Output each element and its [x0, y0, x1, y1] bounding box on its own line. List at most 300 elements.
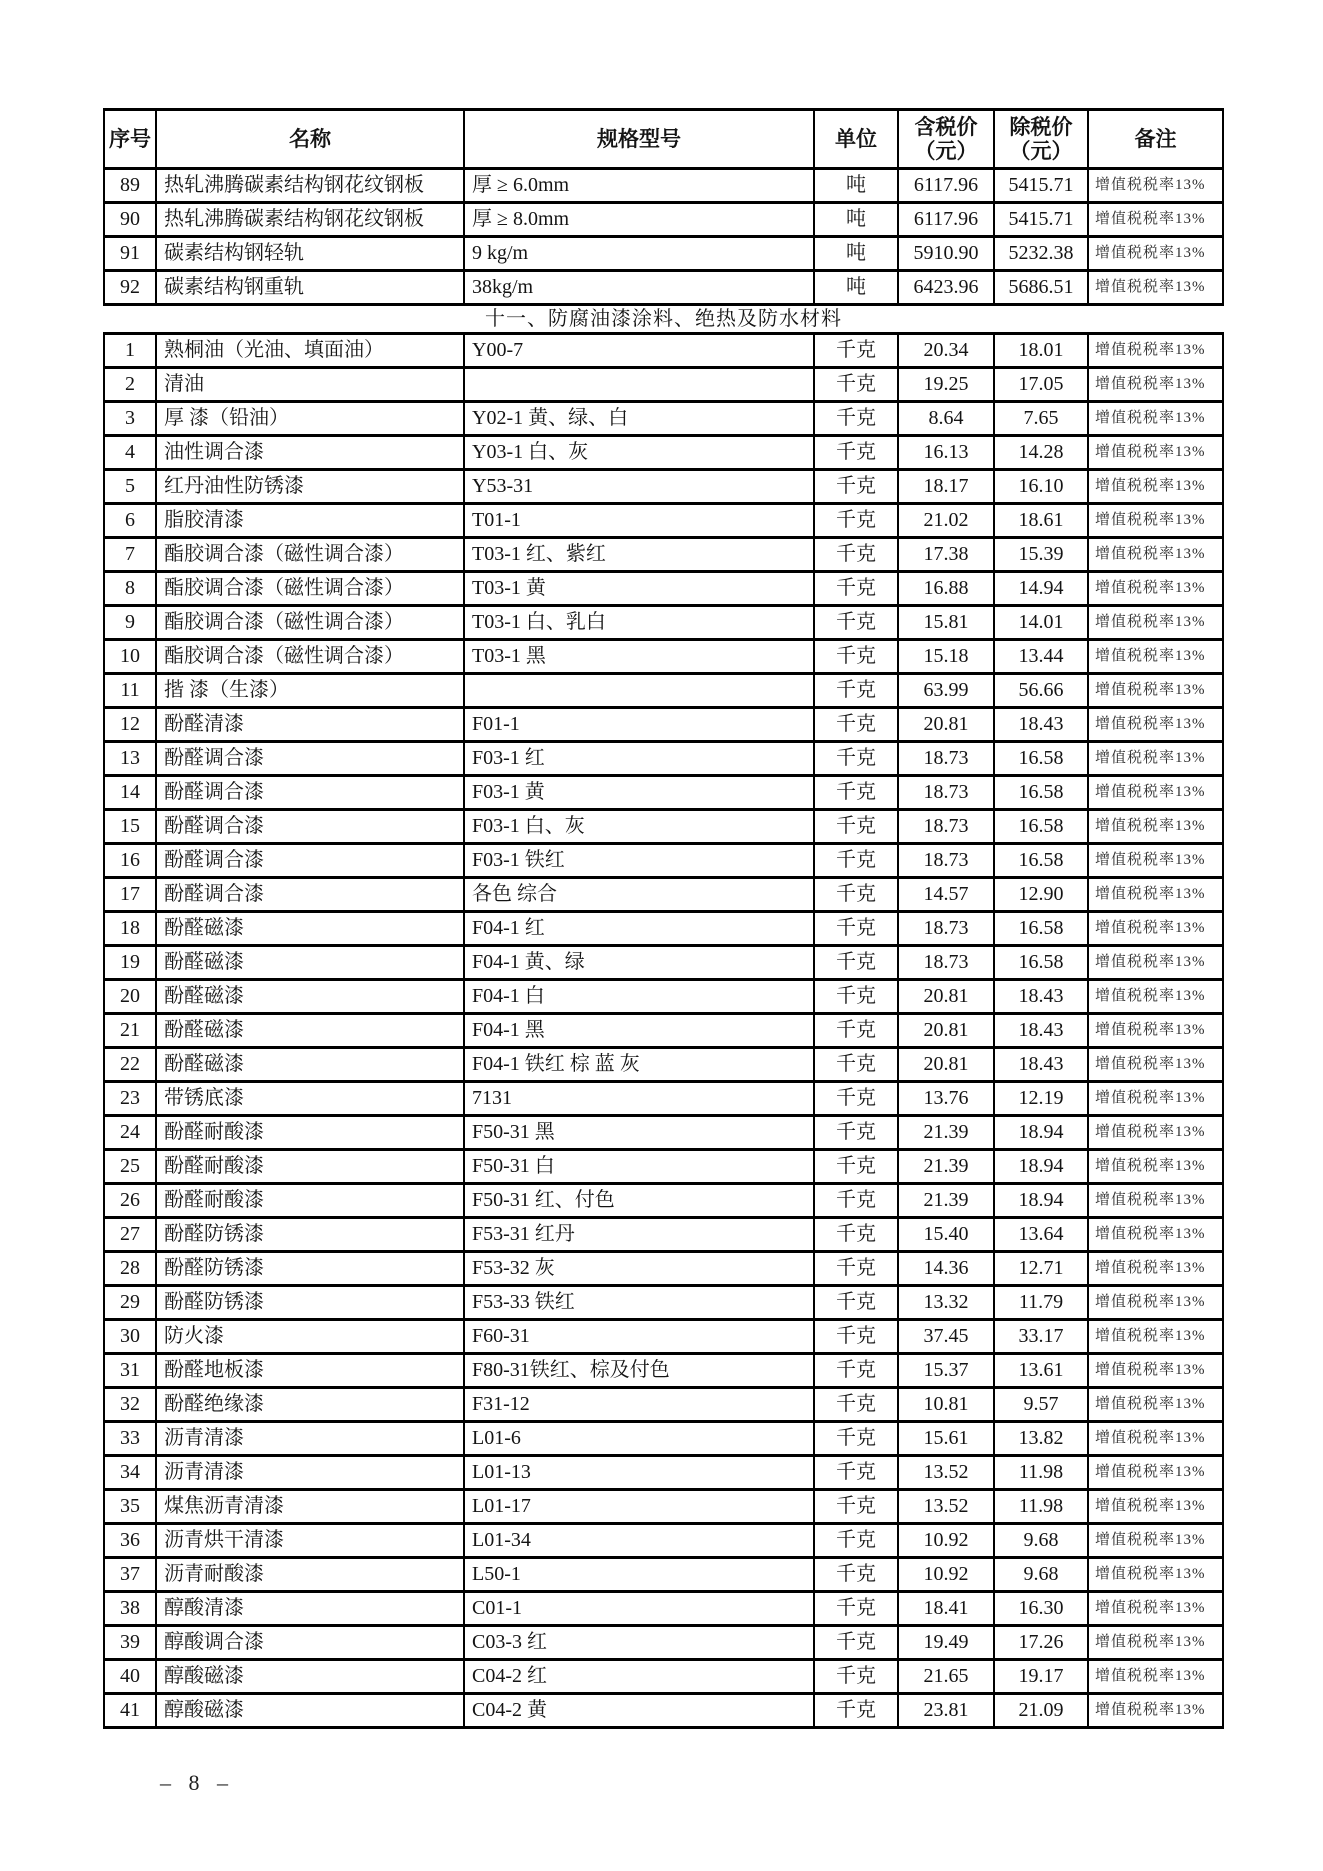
- row-index: 19: [104, 946, 156, 980]
- row-index: 40: [104, 1660, 156, 1694]
- item-remark: 增值税税率13%: [1088, 271, 1223, 305]
- item-name: 酚醛调合漆: [156, 844, 464, 878]
- item-price-excl-tax: 16.10: [994, 470, 1088, 504]
- section-title-band: [104, 305, 1223, 334]
- item-unit: 千克: [814, 1490, 898, 1524]
- item-price-incl-tax: 18.73: [898, 776, 994, 810]
- item-name: 酚醛防锈漆: [156, 1286, 464, 1320]
- row-index: 91: [104, 237, 156, 271]
- item-spec: L50-1: [464, 1558, 814, 1592]
- item-price-excl-tax: 16.58: [994, 742, 1088, 776]
- item-price-incl-tax: 23.81: [898, 1694, 994, 1728]
- item-name: 酚醛磁漆: [156, 1014, 464, 1048]
- row-index: 27: [104, 1218, 156, 1252]
- section-title-row: [104, 305, 1223, 334]
- item-price-incl-tax: 20.81: [898, 980, 994, 1014]
- item-unit: 千克: [814, 334, 898, 368]
- item-spec: F80-31铁红、棕及付色: [464, 1354, 814, 1388]
- item-price-incl-tax: 13.76: [898, 1082, 994, 1116]
- item-price-excl-tax: 11.98: [994, 1490, 1088, 1524]
- row-index: 33: [104, 1422, 156, 1456]
- row-index: 14: [104, 776, 156, 810]
- item-name: 酚醛调合漆: [156, 742, 464, 776]
- item-price-incl-tax: 16.13: [898, 436, 994, 470]
- item-spec: C04-2 黄: [464, 1694, 814, 1728]
- item-price-incl-tax: 17.38: [898, 538, 994, 572]
- item-spec: T03-1 黑: [464, 640, 814, 674]
- row-index: 25: [104, 1150, 156, 1184]
- row-index: 24: [104, 1116, 156, 1150]
- item-unit: 千克: [814, 1456, 898, 1490]
- item-unit: 千克: [814, 674, 898, 708]
- item-price-excl-tax: 18.43: [994, 1014, 1088, 1048]
- table-row: [104, 203, 1223, 237]
- item-price-excl-tax: 9.68: [994, 1558, 1088, 1592]
- item-price-excl-tax: 33.17: [994, 1320, 1088, 1354]
- item-price-incl-tax: 15.61: [898, 1422, 994, 1456]
- item-remark: 增值税税率13%: [1088, 1252, 1223, 1286]
- item-remark: 增值税税率13%: [1088, 912, 1223, 946]
- item-price-excl-tax: 11.79: [994, 1286, 1088, 1320]
- item-price-incl-tax: 19.25: [898, 368, 994, 402]
- item-price-incl-tax: 14.57: [898, 878, 994, 912]
- item-name: 碳素结构钢轻轨: [156, 237, 464, 271]
- row-index: 30: [104, 1320, 156, 1354]
- item-name: 酚醛磁漆: [156, 980, 464, 1014]
- rows-steel-section: [104, 169, 1223, 305]
- item-name: 酯胶调合漆（磁性调合漆）: [156, 606, 464, 640]
- item-spec: [464, 674, 814, 708]
- item-price-incl-tax: 15.37: [898, 1354, 994, 1388]
- row-index: 18: [104, 912, 156, 946]
- item-unit: 千克: [814, 912, 898, 946]
- item-unit: 吨: [814, 237, 898, 271]
- item-price-excl-tax: 21.09: [994, 1694, 1088, 1728]
- item-price-incl-tax: 18.73: [898, 946, 994, 980]
- item-price-excl-tax: 14.28: [994, 436, 1088, 470]
- item-price-incl-tax: 10.92: [898, 1524, 994, 1558]
- item-remark: 增值税税率13%: [1088, 436, 1223, 470]
- item-spec: 9 kg/m: [464, 237, 814, 271]
- item-spec: L01-6: [464, 1422, 814, 1456]
- item-price-incl-tax: 15.40: [898, 1218, 994, 1252]
- item-remark: 增值税税率13%: [1088, 810, 1223, 844]
- item-name: 酚醛地板漆: [156, 1354, 464, 1388]
- item-remark: 增值税税率13%: [1088, 1422, 1223, 1456]
- item-price-incl-tax: 63.99: [898, 674, 994, 708]
- item-remark: 增值税税率13%: [1088, 572, 1223, 606]
- item-price-excl-tax: 18.94: [994, 1116, 1088, 1150]
- row-index: 2: [104, 368, 156, 402]
- item-remark: 增值税税率13%: [1088, 470, 1223, 504]
- item-unit: 千克: [814, 1354, 898, 1388]
- table-row: [104, 946, 1223, 980]
- item-price-incl-tax: 21.39: [898, 1184, 994, 1218]
- item-spec: F03-1 黄: [464, 776, 814, 810]
- item-price-incl-tax: 21.39: [898, 1116, 994, 1150]
- item-name: 酚醛防锈漆: [156, 1252, 464, 1286]
- item-remark: 增值税税率13%: [1088, 402, 1223, 436]
- table-row: [104, 572, 1223, 606]
- item-remark: 增值税税率13%: [1088, 1082, 1223, 1116]
- item-remark: 增值税税率13%: [1088, 1626, 1223, 1660]
- table-row: [104, 1082, 1223, 1116]
- item-name: 煤焦沥青清漆: [156, 1490, 464, 1524]
- header-price-incl-tax: [898, 110, 994, 169]
- item-unit: 千克: [814, 708, 898, 742]
- item-remark: 增值税税率13%: [1088, 504, 1223, 538]
- item-name: 酚醛调合漆: [156, 810, 464, 844]
- item-price-incl-tax: 6423.96: [898, 271, 994, 305]
- item-name: 碳素结构钢重轨: [156, 271, 464, 305]
- table-row: [104, 1388, 1223, 1422]
- row-index: 92: [104, 271, 156, 305]
- item-spec: F53-32 灰: [464, 1252, 814, 1286]
- item-price-excl-tax: 16.30: [994, 1592, 1088, 1626]
- item-price-excl-tax: 9.57: [994, 1388, 1088, 1422]
- item-unit: 千克: [814, 980, 898, 1014]
- header-name: 名称: [156, 110, 464, 169]
- item-price-excl-tax: 13.61: [994, 1354, 1088, 1388]
- item-remark: 增值税税率13%: [1088, 742, 1223, 776]
- item-name: 酚醛调合漆: [156, 878, 464, 912]
- row-index: 35: [104, 1490, 156, 1524]
- item-spec: L01-13: [464, 1456, 814, 1490]
- item-spec: C04-2 红: [464, 1660, 814, 1694]
- item-price-incl-tax: 18.73: [898, 810, 994, 844]
- item-spec: F03-1 铁红: [464, 844, 814, 878]
- table-row: [104, 1184, 1223, 1218]
- table-row: [104, 334, 1223, 368]
- row-index: 26: [104, 1184, 156, 1218]
- item-price-incl-tax: 20.81: [898, 1048, 994, 1082]
- item-remark: 增值税税率13%: [1088, 169, 1223, 203]
- item-price-incl-tax: 15.81: [898, 606, 994, 640]
- item-price-excl-tax: 12.90: [994, 878, 1088, 912]
- table-row: [104, 1354, 1223, 1388]
- rows-paint-section: [104, 334, 1223, 1728]
- item-remark: 增值税税率13%: [1088, 708, 1223, 742]
- item-unit: 千克: [814, 436, 898, 470]
- item-price-incl-tax: 18.17: [898, 470, 994, 504]
- row-index: 23: [104, 1082, 156, 1116]
- row-index: 3: [104, 402, 156, 436]
- item-unit: 千克: [814, 1014, 898, 1048]
- table-row: [104, 1252, 1223, 1286]
- item-price-incl-tax: 18.73: [898, 742, 994, 776]
- item-unit: 千克: [814, 1558, 898, 1592]
- item-name: 熟桐油（光油、填面油）: [156, 334, 464, 368]
- item-price-incl-tax: 10.81: [898, 1388, 994, 1422]
- item-unit: 千克: [814, 368, 898, 402]
- item-price-excl-tax: 13.44: [994, 640, 1088, 674]
- item-spec: T03-1 黄: [464, 572, 814, 606]
- table-row: [104, 742, 1223, 776]
- row-index: 38: [104, 1592, 156, 1626]
- item-price-incl-tax: 5910.90: [898, 237, 994, 271]
- item-spec: F53-33 铁红: [464, 1286, 814, 1320]
- item-name: 酯胶调合漆（磁性调合漆）: [156, 538, 464, 572]
- item-price-incl-tax: 20.81: [898, 708, 994, 742]
- item-remark: 增值税税率13%: [1088, 878, 1223, 912]
- item-name: 酚醛耐酸漆: [156, 1116, 464, 1150]
- item-remark: 增值税税率13%: [1088, 1354, 1223, 1388]
- item-remark: 增值税税率13%: [1088, 237, 1223, 271]
- item-remark: 增值税税率13%: [1088, 1116, 1223, 1150]
- item-spec: F50-31 白: [464, 1150, 814, 1184]
- row-index: 7: [104, 538, 156, 572]
- item-price-incl-tax: 13.52: [898, 1456, 994, 1490]
- item-remark: 增值税税率13%: [1088, 1286, 1223, 1320]
- item-unit: 千克: [814, 946, 898, 980]
- item-remark: 增值税税率13%: [1088, 1490, 1223, 1524]
- item-price-excl-tax: 17.05: [994, 368, 1088, 402]
- row-index: 34: [104, 1456, 156, 1490]
- item-price-excl-tax: 16.58: [994, 776, 1088, 810]
- item-price-excl-tax: 18.94: [994, 1150, 1088, 1184]
- item-unit: 千克: [814, 470, 898, 504]
- table-row: [104, 470, 1223, 504]
- item-name: 厚 漆（铅油）: [156, 402, 464, 436]
- header-price-incl-line1: 含税价: [914, 114, 978, 139]
- row-index: 22: [104, 1048, 156, 1082]
- table-row: [104, 1660, 1223, 1694]
- table-header: [104, 110, 1223, 169]
- item-remark: 增值税税率13%: [1088, 334, 1223, 368]
- item-name: 酚醛耐酸漆: [156, 1150, 464, 1184]
- row-index: 6: [104, 504, 156, 538]
- item-unit: 千克: [814, 1286, 898, 1320]
- row-index: 90: [104, 203, 156, 237]
- header-price-excl-line2: （元）: [1009, 139, 1073, 163]
- table-row: [104, 1014, 1223, 1048]
- table-row: [104, 1320, 1223, 1354]
- item-unit: 千克: [814, 1422, 898, 1456]
- item-remark: 增值税税率13%: [1088, 640, 1223, 674]
- item-price-excl-tax: 12.19: [994, 1082, 1088, 1116]
- item-remark: 增值税税率13%: [1088, 606, 1223, 640]
- item-spec: F03-1 红: [464, 742, 814, 776]
- item-unit: 千克: [814, 844, 898, 878]
- item-price-incl-tax: 10.92: [898, 1558, 994, 1592]
- item-name: 酚醛绝缘漆: [156, 1388, 464, 1422]
- item-unit: 吨: [814, 169, 898, 203]
- item-price-excl-tax: 5415.71: [994, 203, 1088, 237]
- item-unit: 千克: [814, 776, 898, 810]
- item-price-incl-tax: 20.81: [898, 1014, 994, 1048]
- item-spec: F04-1 黄、绿: [464, 946, 814, 980]
- item-name: 防火漆: [156, 1320, 464, 1354]
- item-unit: 千克: [814, 1048, 898, 1082]
- row-index: 4: [104, 436, 156, 470]
- item-unit: 千克: [814, 1184, 898, 1218]
- item-unit: 千克: [814, 1150, 898, 1184]
- item-name: 油性调合漆: [156, 436, 464, 470]
- item-unit: 千克: [814, 402, 898, 436]
- item-name: 酚醛磁漆: [156, 946, 464, 980]
- item-price-excl-tax: 16.58: [994, 912, 1088, 946]
- item-name: 酯胶调合漆（磁性调合漆）: [156, 572, 464, 606]
- price-table: [103, 108, 1224, 1729]
- item-spec: C01-1: [464, 1592, 814, 1626]
- item-remark: 增值税税率13%: [1088, 368, 1223, 402]
- header-unit: 单位: [814, 110, 898, 169]
- item-spec: F04-1 铁红 棕 蓝 灰: [464, 1048, 814, 1082]
- item-spec: Y02-1 黄、绿、白: [464, 402, 814, 436]
- item-name: 沥青烘干清漆: [156, 1524, 464, 1558]
- item-price-excl-tax: 7.65: [994, 402, 1088, 436]
- item-price-incl-tax: 18.73: [898, 844, 994, 878]
- item-spec: T03-1 白、乳白: [464, 606, 814, 640]
- table-row: [104, 640, 1223, 674]
- row-index: 29: [104, 1286, 156, 1320]
- item-price-incl-tax: 13.52: [898, 1490, 994, 1524]
- table-row: [104, 606, 1223, 640]
- item-price-incl-tax: 15.18: [898, 640, 994, 674]
- item-price-incl-tax: 21.02: [898, 504, 994, 538]
- item-price-incl-tax: 21.39: [898, 1150, 994, 1184]
- item-unit: 千克: [814, 606, 898, 640]
- table-row: [104, 1150, 1223, 1184]
- item-name: 酚醛磁漆: [156, 1048, 464, 1082]
- item-remark: 增值税税率13%: [1088, 1048, 1223, 1082]
- item-price-incl-tax: 14.36: [898, 1252, 994, 1286]
- item-spec: Y53-31: [464, 470, 814, 504]
- item-remark: 增值税税率13%: [1088, 674, 1223, 708]
- table-row: [104, 980, 1223, 1014]
- item-price-excl-tax: 16.58: [994, 810, 1088, 844]
- row-index: 36: [104, 1524, 156, 1558]
- item-price-excl-tax: 12.71: [994, 1252, 1088, 1286]
- item-price-excl-tax: 5415.71: [994, 169, 1088, 203]
- header-spec: 规格型号: [464, 110, 814, 169]
- item-price-incl-tax: 6117.96: [898, 169, 994, 203]
- item-price-excl-tax: 15.39: [994, 538, 1088, 572]
- item-price-excl-tax: 18.61: [994, 504, 1088, 538]
- item-spec: 38kg/m: [464, 271, 814, 305]
- item-price-incl-tax: 20.34: [898, 334, 994, 368]
- table-row: [104, 708, 1223, 742]
- item-spec: T01-1: [464, 504, 814, 538]
- item-remark: 增值税税率13%: [1088, 1388, 1223, 1422]
- item-price-excl-tax: 16.58: [994, 946, 1088, 980]
- row-index: 9: [104, 606, 156, 640]
- item-price-excl-tax: 14.01: [994, 606, 1088, 640]
- item-price-excl-tax: 14.94: [994, 572, 1088, 606]
- item-price-incl-tax: 13.32: [898, 1286, 994, 1320]
- item-remark: 增值税税率13%: [1088, 1592, 1223, 1626]
- table-row: [104, 1218, 1223, 1252]
- item-name: 酚醛耐酸漆: [156, 1184, 464, 1218]
- table-row: [104, 1558, 1223, 1592]
- item-remark: 增值税税率13%: [1088, 203, 1223, 237]
- table-row: [104, 912, 1223, 946]
- item-name: 醇酸磁漆: [156, 1694, 464, 1728]
- item-name: 沥青耐酸漆: [156, 1558, 464, 1592]
- item-price-incl-tax: 16.88: [898, 572, 994, 606]
- item-name: 沥青清漆: [156, 1456, 464, 1490]
- item-spec: F50-31 红、付色: [464, 1184, 814, 1218]
- page-number: – 8 –: [160, 1770, 234, 1795]
- row-index: 10: [104, 640, 156, 674]
- item-price-excl-tax: 18.01: [994, 334, 1088, 368]
- item-unit: 千克: [814, 1320, 898, 1354]
- item-price-excl-tax: 18.43: [994, 1048, 1088, 1082]
- row-index: 21: [104, 1014, 156, 1048]
- item-unit: 吨: [814, 203, 898, 237]
- item-spec: F04-1 黑: [464, 1014, 814, 1048]
- item-price-excl-tax: 56.66: [994, 674, 1088, 708]
- row-index: 1: [104, 334, 156, 368]
- table-row: [104, 776, 1223, 810]
- item-unit: 千克: [814, 1116, 898, 1150]
- table-row: [104, 504, 1223, 538]
- table-row: [104, 844, 1223, 878]
- item-spec: F04-1 红: [464, 912, 814, 946]
- item-name: 清油: [156, 368, 464, 402]
- header-price-excl-line1: 除税价: [1009, 114, 1073, 139]
- item-price-incl-tax: 21.65: [898, 1660, 994, 1694]
- item-name: 酯胶调合漆（磁性调合漆）: [156, 640, 464, 674]
- item-remark: 增值税税率13%: [1088, 538, 1223, 572]
- table-row: [104, 538, 1223, 572]
- header-remark: 备注: [1088, 110, 1223, 169]
- item-remark: 增值税税率13%: [1088, 946, 1223, 980]
- item-remark: 增值税税率13%: [1088, 1694, 1223, 1728]
- item-unit: 千克: [814, 640, 898, 674]
- row-index: 11: [104, 674, 156, 708]
- item-spec: 厚 ≥ 8.0mm: [464, 203, 814, 237]
- item-price-incl-tax: 37.45: [898, 1320, 994, 1354]
- row-index: 15: [104, 810, 156, 844]
- item-remark: 增值税税率13%: [1088, 1320, 1223, 1354]
- item-name: 醇酸磁漆: [156, 1660, 464, 1694]
- item-spec: L01-17: [464, 1490, 814, 1524]
- item-spec: 厚 ≥ 6.0mm: [464, 169, 814, 203]
- item-price-incl-tax: 18.73: [898, 912, 994, 946]
- row-index: 37: [104, 1558, 156, 1592]
- item-unit: 千克: [814, 1694, 898, 1728]
- item-price-incl-tax: 8.64: [898, 402, 994, 436]
- row-index: 8: [104, 572, 156, 606]
- item-name: 酚醛防锈漆: [156, 1218, 464, 1252]
- item-unit: 千克: [814, 1660, 898, 1694]
- item-unit: 千克: [814, 504, 898, 538]
- item-price-excl-tax: 13.64: [994, 1218, 1088, 1252]
- table-row: [104, 878, 1223, 912]
- item-unit: 千克: [814, 538, 898, 572]
- item-name: 揩 漆（生漆）: [156, 674, 464, 708]
- item-spec: C03-3 红: [464, 1626, 814, 1660]
- table-row: [104, 368, 1223, 402]
- row-index: 41: [104, 1694, 156, 1728]
- item-price-incl-tax: 18.41: [898, 1592, 994, 1626]
- item-spec: F60-31: [464, 1320, 814, 1354]
- item-price-excl-tax: 18.94: [994, 1184, 1088, 1218]
- item-remark: 增值税税率13%: [1088, 1660, 1223, 1694]
- item-unit: 千克: [814, 572, 898, 606]
- item-name: 带锈底漆: [156, 1082, 464, 1116]
- table-row: [104, 674, 1223, 708]
- item-remark: 增值税税率13%: [1088, 1014, 1223, 1048]
- table-row: [104, 169, 1223, 203]
- item-price-excl-tax: 9.68: [994, 1524, 1088, 1558]
- row-index: 17: [104, 878, 156, 912]
- table-row: [104, 1626, 1223, 1660]
- header-price-incl-line2: （元）: [914, 139, 978, 163]
- row-index: 32: [104, 1388, 156, 1422]
- item-price-excl-tax: 5686.51: [994, 271, 1088, 305]
